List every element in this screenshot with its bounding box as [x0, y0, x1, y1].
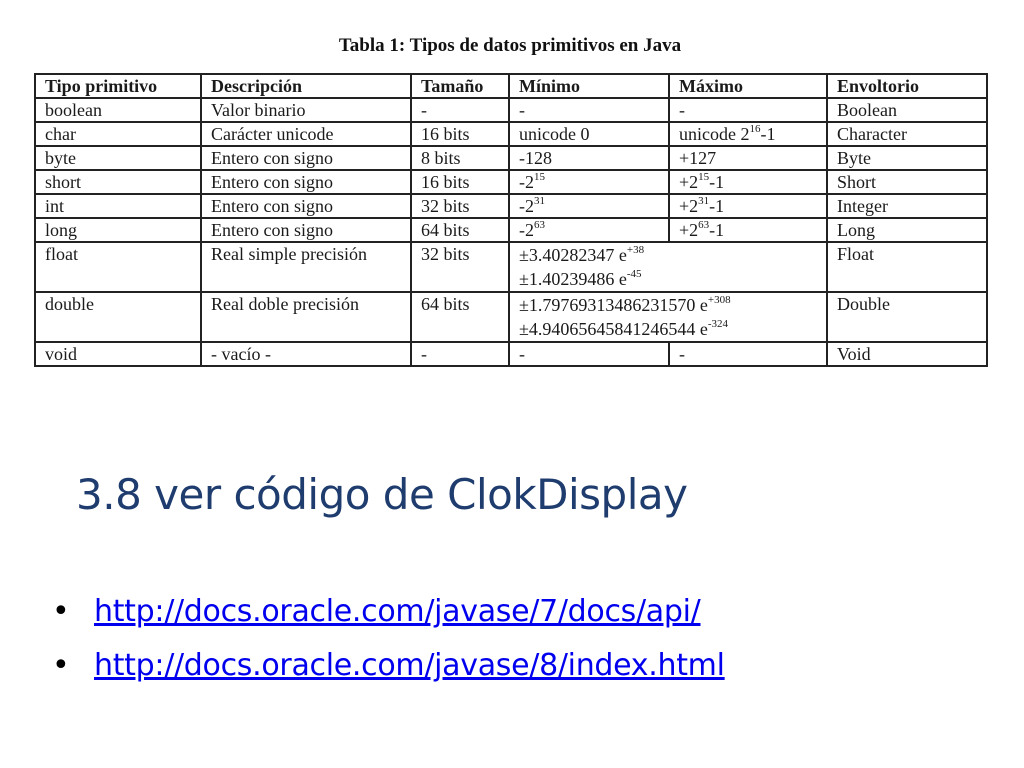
- cell-tamano: 8 bits: [411, 146, 509, 170]
- cell-descripcion: Real doble precisión: [201, 292, 411, 342]
- cell-minimo: unicode 0: [509, 122, 669, 146]
- cell-descripcion: Entero con signo: [201, 170, 411, 194]
- cell-maximo: +127: [669, 146, 827, 170]
- table-row-char: [35, 122, 987, 146]
- range-exponent: +308: [707, 294, 731, 306]
- header-tipo: Tipo primitivo: [35, 74, 201, 98]
- cell-tipo: short: [35, 170, 201, 194]
- list-item: [52, 638, 725, 692]
- max-tail: -1: [709, 172, 725, 192]
- link-list: [52, 584, 725, 692]
- max-exponent: 16: [749, 123, 761, 135]
- range-base: ±4.94065645841246544 e: [519, 319, 708, 339]
- cell-minimo: [509, 170, 669, 194]
- cell-range: [509, 242, 827, 292]
- cell-minimo: -128: [509, 146, 669, 170]
- min-base: -2: [519, 220, 534, 240]
- cell-tipo: float: [35, 242, 201, 292]
- cell-tamano: 16 bits: [411, 122, 509, 146]
- range-exponent: -324: [707, 318, 729, 330]
- cell-tamano: -: [411, 342, 509, 366]
- cell-descripcion: Entero con signo: [201, 146, 411, 170]
- cell-tipo: long: [35, 218, 201, 242]
- header-envoltorio: Envoltorio: [827, 74, 987, 98]
- cell-maximo: [669, 122, 827, 146]
- max-base: +2: [679, 172, 699, 192]
- range-line-min: [519, 317, 817, 341]
- table-row-boolean: [35, 98, 987, 122]
- cell-minimo: [509, 218, 669, 242]
- max-base: +2: [679, 196, 699, 216]
- cell-tipo: byte: [35, 146, 201, 170]
- cell-tamano: 64 bits: [411, 218, 509, 242]
- javase7-api-link[interactable]: http://docs.oracle.com/javase/7/docs/api/: [94, 593, 701, 629]
- cell-descripcion: Entero con signo: [201, 218, 411, 242]
- cell-envoltorio: Short: [827, 170, 987, 194]
- cell-maximo: [669, 218, 827, 242]
- min-exponent: 63: [534, 219, 545, 231]
- cell-descripcion: - vacío -: [201, 342, 411, 366]
- cell-descripcion: Entero con signo: [201, 194, 411, 218]
- cell-range: [509, 292, 827, 342]
- range-exponent: +38: [626, 244, 645, 256]
- cell-envoltorio: Long: [827, 218, 987, 242]
- cell-maximo: -: [669, 98, 827, 122]
- table-caption: Tabla 1: Tipos de datos primitivos en Java: [338, 35, 682, 56]
- table-header-row: [35, 74, 987, 98]
- range-base: ±3.40282347 e: [519, 245, 627, 265]
- cell-envoltorio: Double: [827, 292, 987, 342]
- cell-descripcion: Real simple precisión: [201, 242, 411, 292]
- range-line-max: [519, 243, 817, 267]
- min-exponent: 31: [534, 195, 545, 207]
- cell-envoltorio: Integer: [827, 194, 987, 218]
- bullet-icon: •: [52, 593, 70, 629]
- cell-tipo: char: [35, 122, 201, 146]
- max-exponent: 31: [698, 195, 710, 207]
- cell-tamano: 32 bits: [411, 194, 509, 218]
- min-exponent: 15: [534, 171, 545, 183]
- cell-envoltorio: Byte: [827, 146, 987, 170]
- cell-descripcion: Valor binario: [201, 98, 411, 122]
- max-exponent: 15: [698, 171, 710, 183]
- cell-tipo: int: [35, 194, 201, 218]
- range-base: ±1.79769313486231570 e: [519, 295, 708, 315]
- primitive-types-figure: [34, 33, 986, 367]
- slide-title: 3.8 ver código de ClokDisplay: [76, 470, 688, 519]
- cell-minimo: -: [509, 98, 669, 122]
- min-base: -2: [519, 196, 534, 216]
- cell-envoltorio: Boolean: [827, 98, 987, 122]
- cell-descripcion: Carácter unicode: [201, 122, 411, 146]
- cell-maximo: [669, 194, 827, 218]
- table-row-short: [35, 170, 987, 194]
- list-item: [52, 584, 725, 638]
- bullet-icon: •: [52, 647, 70, 683]
- table-row-void: [35, 342, 987, 366]
- cell-minimo: [509, 194, 669, 218]
- cell-tamano: 16 bits: [411, 170, 509, 194]
- table-row-int: [35, 194, 987, 218]
- max-exponent: 63: [698, 219, 710, 231]
- cell-minimo: -: [509, 342, 669, 366]
- cell-maximo: -: [669, 342, 827, 366]
- max-tail: -1: [709, 220, 725, 240]
- range-base: ±1.40239486 e: [519, 269, 627, 289]
- table-row-float: [35, 242, 987, 292]
- min-base: -2: [519, 172, 534, 192]
- cell-envoltorio: Character: [827, 122, 987, 146]
- cell-tamano: 64 bits: [411, 292, 509, 342]
- header-tamano: Tamaño: [411, 74, 509, 98]
- cell-tipo: double: [35, 292, 201, 342]
- table-row-long: [35, 218, 987, 242]
- javase8-index-link[interactable]: http://docs.oracle.com/javase/8/index.html: [94, 647, 725, 683]
- header-maximo: Máximo: [669, 74, 827, 98]
- max-base: +2: [679, 220, 699, 240]
- cell-tamano: -: [411, 98, 509, 122]
- header-minimo: Mínimo: [509, 74, 669, 98]
- header-descripcion: Descripción: [201, 74, 411, 98]
- range-line-min: [519, 267, 817, 291]
- table-row-double: [35, 292, 987, 342]
- primitive-types-table: [34, 73, 988, 367]
- max-tail: -1: [760, 124, 776, 144]
- table-row-byte: [35, 146, 987, 170]
- max-base: unicode 2: [679, 124, 750, 144]
- cell-tipo: void: [35, 342, 201, 366]
- cell-envoltorio: Void: [827, 342, 987, 366]
- max-tail: -1: [709, 196, 725, 216]
- range-line-max: [519, 293, 817, 317]
- cell-maximo: [669, 170, 827, 194]
- cell-tipo: boolean: [35, 98, 201, 122]
- cell-tamano: 32 bits: [411, 242, 509, 292]
- range-exponent: -45: [626, 268, 642, 280]
- cell-envoltorio: Float: [827, 242, 987, 292]
